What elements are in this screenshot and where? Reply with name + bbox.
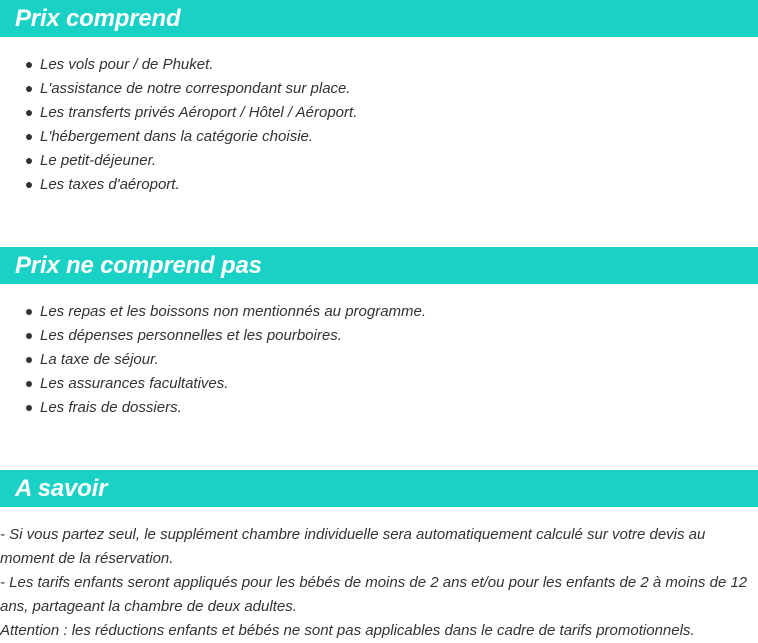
section-title-a-savoir: A savoir: [0, 470, 758, 507]
list-item-text: Les taxes d'aéroport.: [40, 176, 180, 193]
list-item-text: Les transferts privés Aéroport / Hôtel / Aéroport.: [40, 104, 358, 121]
list-item-text: Les frais de dossiers.: [40, 399, 182, 416]
list-item-text: Les repas et les boissons non mentionnés au programme.: [40, 303, 427, 320]
bullet-icon: [26, 62, 32, 68]
bullet-icon: [26, 134, 32, 140]
list-item: [0, 396, 426, 420]
included-list: [0, 53, 357, 197]
excluded-list: [0, 300, 426, 420]
list-item: [0, 372, 426, 396]
bullet-icon: [26, 182, 32, 188]
list-item: [0, 53, 357, 77]
list-item: [0, 300, 426, 324]
bullet-icon: [26, 86, 32, 92]
bullet-icon: [26, 110, 32, 116]
list-item: [0, 149, 357, 173]
list-item-text: Les vols pour / de Phuket.: [40, 56, 214, 73]
bullet-icon: [26, 158, 32, 164]
list-item-text: L'hébergement dans la catégorie choisie.: [40, 128, 314, 145]
list-item: [0, 173, 357, 197]
info-paragraph-child-rates: - Les tarifs enfants seront appliqués pour les bébés de moins de 2 ans et/ou pour les enfants de 2 à moins de 12 ans, partageant la chambre de deux adultes.: [0, 574, 748, 615]
bullet-icon: [26, 333, 32, 339]
list-item-text: L'assistance de notre correspondant sur place.: [40, 80, 351, 97]
list-item: [0, 125, 357, 149]
list-item-text: Le petit-déjeuner.: [40, 152, 157, 169]
list-item: [0, 101, 357, 125]
list-item: [0, 77, 357, 101]
section-title-prix-comprend: Prix comprend: [0, 0, 758, 37]
bullet-icon: [26, 309, 32, 315]
list-item-text: Les dépenses personnelles et les pourboires.: [40, 327, 342, 344]
info-paragraph-single-supplement: - Si vous partez seul, le supplément chambre individuelle sera automatiquement calculé sur votre devis au moment de la réservation.: [0, 526, 706, 567]
list-item-text: Les assurances facultatives.: [40, 375, 229, 392]
bullet-icon: [26, 405, 32, 411]
list-item: [0, 324, 426, 348]
bullet-icon: [26, 381, 32, 387]
list-item-text: La taxe de séjour.: [40, 351, 159, 368]
info-paragraph-attention: Attention : les réductions enfants et bébés ne sont pas applicables dans le cadre de tarifs promotionnels.: [0, 622, 695, 639]
section-title-prix-ne-comprend-pas: Prix ne comprend pas: [0, 247, 758, 284]
list-item: [0, 348, 426, 372]
bullet-icon: [26, 357, 32, 363]
